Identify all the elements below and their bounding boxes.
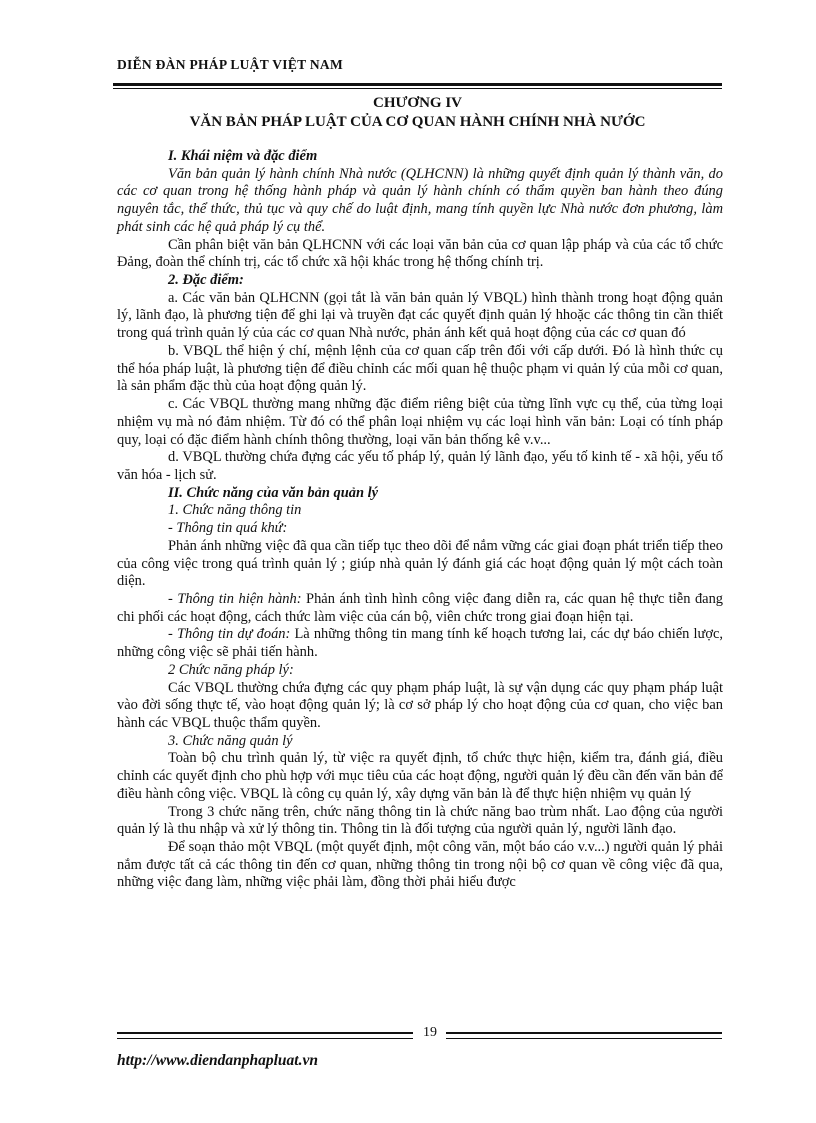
subheading-information-function: 1. Chức năng thông tin (168, 502, 302, 519)
label-past-information: - Thông tin quá khứ: (168, 520, 288, 537)
paragraph-drafting: Để soạn thảo một VBQL (một quyết định, một công văn, một báo cáo v.v...) người quản lý phải nắm được tất cả các thông tin đến cơ quan, những thông tin trong nội bộ cơ quan về công việc đã qua, những việc đang làm, những việc phải làm, đồng thời phải hiểu được (117, 839, 723, 891)
chapter-number: CHƯƠNG IV (372, 95, 463, 111)
section-heading-characteristics: 2. Đặc điểm: (168, 272, 244, 289)
paragraph-forecast-information (117, 626, 723, 661)
document-body (117, 148, 723, 892)
subheading-legal-function: 2 Chức năng pháp lý: (168, 661, 294, 678)
paragraph-past-information: Phản ánh những việc đã qua cần tiếp tục theo dõi để nắm vững các giai đoạn phát triển tiếp theo của công việc trong quá trình quản lý ; giúp nhà quản lý đánh giá các hoạt động quản lý một cách toàn diện. (117, 537, 723, 590)
header-rule-thick (113, 83, 722, 86)
paragraph-distinguish: Cần phân biệt văn bản QLHCNN với các loại văn bản của cơ quan lập pháp và của các tổ chức Đảng, đoàn thể chính trị, các tổ chức xã hội khác trong hệ thống chính trị. (117, 236, 723, 271)
paragraph-management-function: Toàn bộ chu trình quản lý, từ việc ra quyết định, tổ chức thực hiện, kiểm tra, đánh giá, điều chỉnh các quyết định cho phù hợp với mục tiêu của các hoạt động, người quản lý đều cần đến văn bản để điều hành công việc. VBQL là công cụ quản lý, xây dựng văn bản là để thực hiện nhiệm vụ quản lý (117, 750, 723, 802)
footer-url-link[interactable]: http://www.diendanphapluat.vn (117, 1052, 318, 1069)
page-number: 19 (423, 1025, 437, 1040)
label-forecast-information: - Thông tin dự đoán: (168, 626, 291, 643)
footer-rule-right (446, 1032, 722, 1039)
section-heading-concept: I. Khái niệm và đặc điểm (168, 148, 318, 164)
chapter-title: VĂN BẢN PHÁP LUẬT CỦA CƠ QUAN HÀNH CHÍNH NHÀ NƯỚC (189, 114, 646, 130)
section-heading-functions: II. Chức năng của văn bản quản lý (168, 484, 379, 501)
label-current-information: - Thông tin hiện hành: (168, 590, 302, 607)
paragraph-characteristic-c: c. Các VBQL thường mang những đặc điểm riêng biệt của từng lĩnh vực cụ thể, của từng loại nhiệm vụ mà nó đảm nhiệm. Từ đó có thể phân loại nhiệm vụ các loại hình văn bản: Loại có tính pháp quy, loại có đặc điểm hành chính thông thường, loại văn bản thống kê v.v... (117, 396, 723, 448)
paragraph-current-information (117, 591, 723, 626)
header-rule-thin (113, 88, 722, 89)
paragraph-characteristic-b: b. VBQL thể hiện ý chí, mệnh lệnh của cơ quan cấp trên đối với cấp dưới. Đó là hình thức cụ thể hóa pháp luật, là phương tiện để điều chỉnh các mối quan hệ thuộc phạm vi quản lý của mỗi cơ quan, là sản phẩm đặc thù của hoạt động quản lý. (117, 342, 723, 395)
text-current-information: Phản ánh tình hình công việc đang diễn ra, các quan hệ thực tiễn đang chi phối các hoạt động, cách thức làm việc của cán bộ, viên chức trong giai đoạn hiện tại. (117, 590, 724, 625)
footer-rule-left (117, 1032, 413, 1039)
paragraph-summary: Trong 3 chức năng trên, chức năng thông tin là chức năng bao trùm nhất. Lao động của người quản lý là thu nhập và xử lý thông tin. Thông tin là đối tượng của người quản lý, người lãnh đạo. (117, 803, 723, 838)
header-title: DIỄN ĐÀN PHÁP LUẬT VIỆT NAM (117, 57, 344, 72)
paragraph-definition: Văn bản quản lý hành chính Nhà nước (QLHCNN) là những quyết định quản lý thành văn, do các cơ quan trong hệ thống hành pháp và quản lý hành chính có thẩm quyền ban hành theo đúng nguyên tắc, thể thức, thủ tục và quy chế do luật định, mang tính quyền lực Nhà nước đơn phương, làm phát sinh các hệ quả pháp lý cụ thể. (117, 165, 723, 235)
text-forecast-information: Là những thông tin mang tính kế hoạch tương lai, các dự báo chiến lược, những công việc sẽ phải tiến hành. (117, 626, 723, 661)
paragraph-characteristic-d: d. VBQL thường chứa đựng các yếu tố pháp lý, quản lý lãnh đạo, yếu tố kinh tế - xã hội, yếu tố văn hóa - lịch sử. (117, 449, 723, 483)
paragraph-legal-function: Các VBQL thường chứa đựng các quy phạm pháp luật, là sự vận dụng các quy phạm pháp luật vào đời sống thực tế, vào hoạt động quản lý; là cơ sở pháp lý cho hoạt động của cơ quan, cho việc ban hành các VBQL thuộc thẩm quyền. (117, 679, 723, 731)
subheading-management-function: 3. Chức năng quản lý (168, 732, 293, 749)
paragraph-characteristic-a: a. Các văn bản QLHCNN (gọi tắt là văn bản quản lý VBQL) hình thành trong hoạt động quản lý, lãnh đạo, là phương tiện để ghi lại và truyền đạt các quyết định quản lý hhoặc các thông tin cần thiết trong quá trình quản lý của các cơ quan Nhà nước, phản ánh kết quả hoạt động của các cơ quan đó (117, 289, 723, 342)
